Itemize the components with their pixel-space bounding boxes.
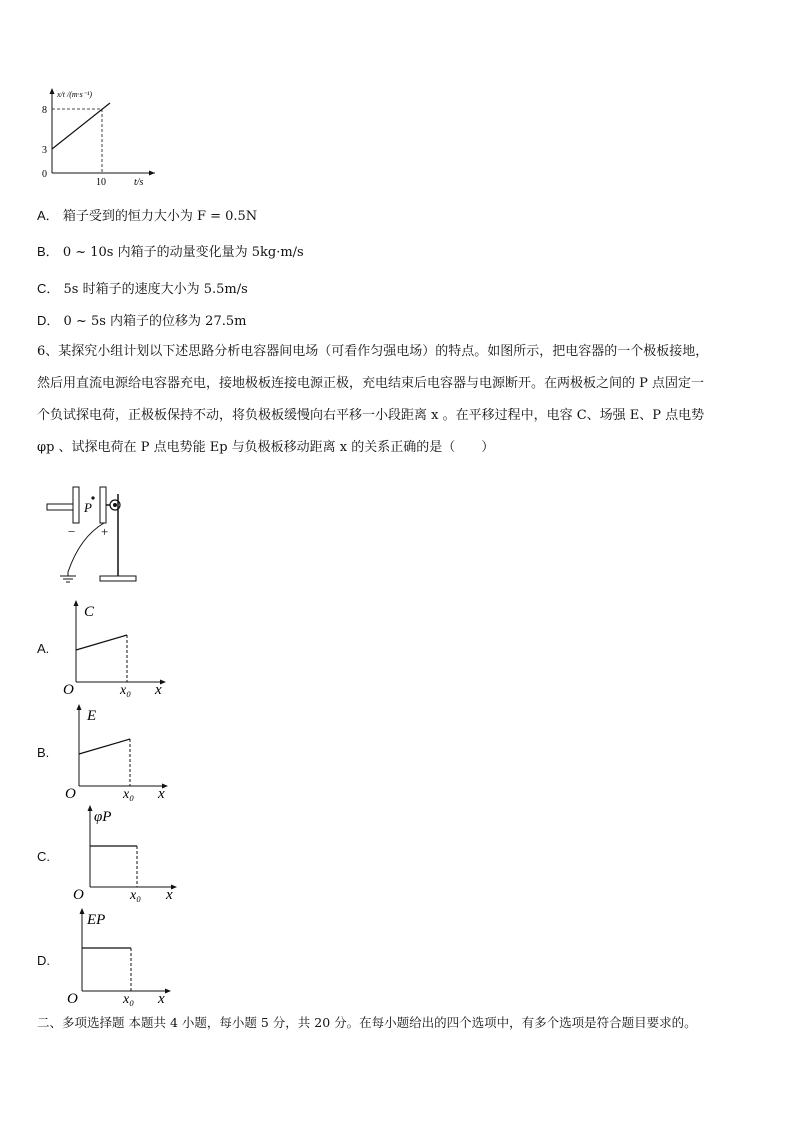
option-text: 5s 时箱子的速度大小为 5.5m/s <box>63 282 248 297</box>
q6-option-b-letter: B. <box>37 745 50 760</box>
option-text: 0 ~ 10s 内箱子的动量变化量为 5kg·m/s <box>62 245 304 260</box>
y-axis-label: EP <box>87 912 106 928</box>
minus-sign: − <box>68 524 76 539</box>
x-axis-label: x <box>166 887 173 903</box>
graph-y-label: x/t /(m·s⁻¹) <box>57 90 93 99</box>
q6-option-a-graph <box>60 598 175 698</box>
option-letter: D． <box>37 313 60 328</box>
origin-label: O <box>73 887 84 903</box>
option-letter: B． <box>37 244 59 259</box>
x-axis-label: x <box>158 786 165 802</box>
x-axis-label: x <box>155 682 162 698</box>
tick-3: 3 <box>42 145 47 156</box>
p-label: P <box>84 500 92 515</box>
x0-label: x₀ <box>120 683 132 698</box>
q5-option-a <box>37 207 257 226</box>
q6-option-c-graph <box>70 803 185 903</box>
q5-velocity-graph <box>30 85 160 190</box>
q5-option-c <box>37 280 248 299</box>
q6-option-b-graph <box>60 702 175 802</box>
origin-label: O <box>63 682 74 698</box>
option-letter: A． <box>37 208 59 223</box>
origin-label: O <box>65 786 76 802</box>
y-axis-label: C <box>84 604 95 620</box>
tick-0: 0 <box>42 169 47 180</box>
q6-option-d-graph <box>62 906 177 1006</box>
tick-8: 8 <box>42 105 47 116</box>
q6-stem <box>37 336 767 464</box>
q5-option-d <box>37 312 246 331</box>
tick-10: 10 <box>96 177 106 188</box>
x0-label: x₀ <box>123 787 135 802</box>
origin-label: O <box>67 991 78 1006</box>
q6-line-2: 然后用直流电源给电容器充电，接地极板连接电源正极，充电结束后电容器与电源断开。在两极板之间的 P 点固定一 <box>37 376 705 391</box>
q6-option-c-letter: C. <box>37 849 50 864</box>
y-axis-label: E <box>87 708 97 724</box>
option-text: 箱子受到的恒力大小为 F = 0.5N <box>62 209 258 224</box>
q5-option-b <box>37 243 304 262</box>
x-axis-label: x <box>158 991 165 1006</box>
capacitor-diagram <box>40 482 150 587</box>
q6-option-d-letter: D. <box>37 953 50 968</box>
q6-line-3: 个负试探电荷，正极板保持不动，将负极板缓慢向右平移一小段距离 x 。在平移过程中，电容 C、场强 E、P 点电势 <box>37 408 705 423</box>
x0-label: x₀ <box>130 888 142 903</box>
section-2-heading: 二、多项选择题 本题共 4 小题，每小题 5 分，共 20 分。在每小题给出的四个选项中，有多个选项是符合题目要求的。 <box>37 1015 697 1030</box>
plus-sign: + <box>101 524 109 539</box>
x0-label: x₀ <box>123 992 135 1006</box>
q6-line-4: φp 、试探电荷在 P 点电势能 Ep 与负极板移动距离 x 的关系正确的是（ ） <box>37 440 495 455</box>
q6-option-a-letter: A. <box>37 641 50 656</box>
q6-line-1: 6、某探究小组计划以下述思路分析电容器间电场（可看作匀强电场）的特点。如图所示，把电容器的一个极板接地， <box>37 344 709 359</box>
option-text: 0 ~ 5s 内箱子的位移为 27.5m <box>63 314 247 329</box>
y-axis-label: φP <box>94 809 112 825</box>
graph-x-label: t/s <box>134 177 144 188</box>
option-letter: C． <box>37 281 60 296</box>
